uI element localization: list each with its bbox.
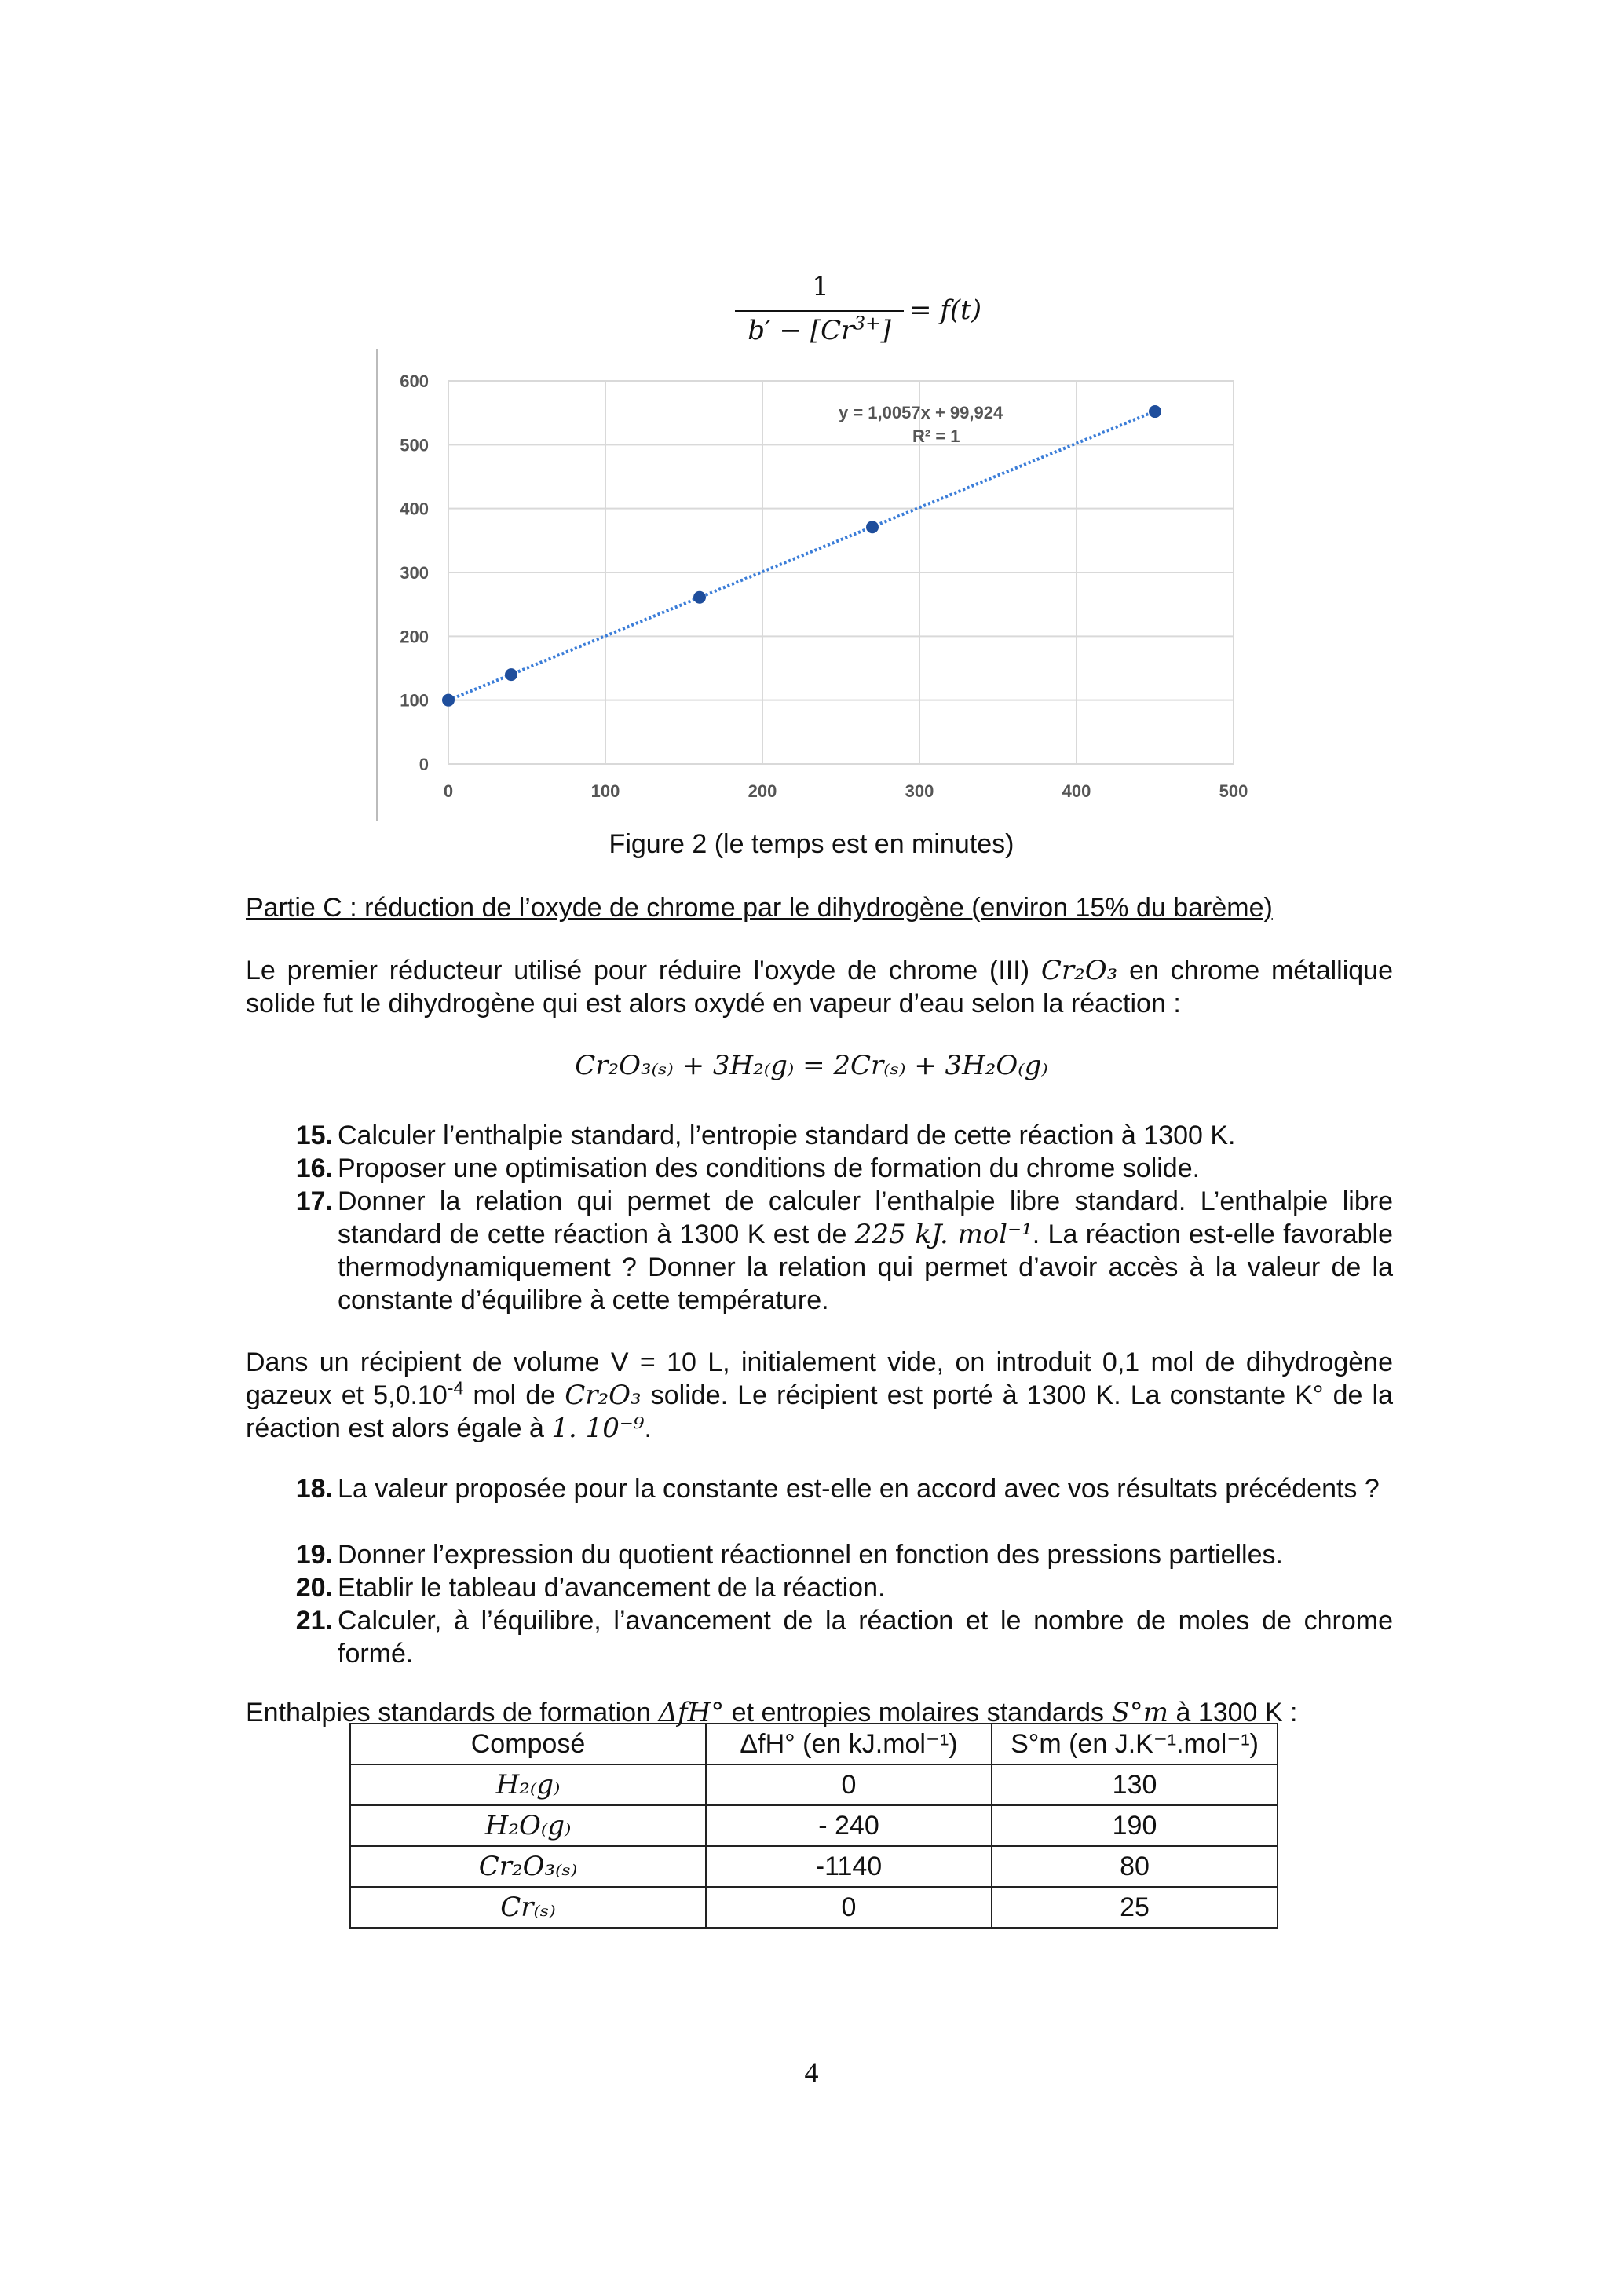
table-cell-compound: H₂₍g₎ bbox=[350, 1764, 706, 1805]
table-row bbox=[350, 1805, 1278, 1846]
table-cell: 80 bbox=[992, 1846, 1278, 1887]
table-cell-compound: Cr₂O₃₍ₛ₎ bbox=[350, 1846, 706, 1887]
x-tick-labels bbox=[444, 781, 1248, 801]
y-tick-label: 400 bbox=[400, 499, 429, 519]
experiment-paragraph: Dans un récipient de volume V = 10 L, initialement vide, on introduit 0,1 mol de dihydrogène gazeux et $5,0.10^{-4}$ mol de Cr₂O₃ solide. Le récipient est porté à 1300 K. La constante K° de la réaction est alors égale à 1. 10⁻⁹. bbox=[246, 1347, 1394, 1444]
table-header-row bbox=[350, 1724, 1278, 1764]
table-row bbox=[350, 1764, 1278, 1805]
table-cell-compound: Cr₍ₛ₎ bbox=[350, 1887, 706, 1928]
question-21: 21. Calculer, à l’équilibre, l’avancement de la réaction et le nombre de moles de chrome formé. bbox=[295, 1606, 1393, 1669]
thermo-data-table bbox=[349, 1723, 1278, 1929]
data-point bbox=[693, 591, 706, 604]
table-cell: 25 bbox=[992, 1887, 1278, 1928]
table-intro: Enthalpies standards de formation ΔfH° et entropies molaires standards S°m à 1300 K : bbox=[246, 1697, 1298, 1728]
question-15: 15. Calculer l’enthalpie standard, l’entropie standard de cette réaction à 1300 K. bbox=[295, 1121, 1236, 1150]
y-tick-label: 100 bbox=[400, 690, 429, 711]
figure-caption: Figure 2 (le temps est en minutes) bbox=[609, 829, 1014, 859]
table-row bbox=[350, 1887, 1278, 1928]
header-formula bbox=[730, 271, 989, 357]
x-tick-label: 400 bbox=[1062, 781, 1091, 801]
y-tick-label: 0 bbox=[419, 755, 429, 774]
x-tick-label: 0 bbox=[443, 781, 454, 801]
formula-rhs: = f(t) bbox=[909, 294, 982, 326]
table-cell: 190 bbox=[992, 1805, 1278, 1846]
data-point bbox=[505, 668, 517, 681]
formula-numerator: 1 bbox=[812, 271, 829, 302]
data-point bbox=[1149, 405, 1161, 418]
formula-denominator: $b' - [Cr^{3+}]$ bbox=[748, 313, 891, 346]
table-cell: - 240 bbox=[706, 1805, 992, 1846]
reaction-equation: Cr₂O₃₍ₛ₎ + 3H₂₍g₎ = 2Cr₍ₛ₎ + 3H₂O₍g₎ bbox=[575, 1050, 1048, 1081]
trendline bbox=[448, 411, 1155, 700]
x-tick-label: 300 bbox=[905, 781, 934, 801]
table-row bbox=[350, 1846, 1278, 1887]
chart-grid bbox=[448, 381, 1234, 764]
y-tick-label: 500 bbox=[400, 435, 429, 455]
table-cell-compound: H₂O₍g₎ bbox=[350, 1805, 706, 1846]
trendline-r2: R² = 1 bbox=[912, 426, 960, 446]
table-cell: 0 bbox=[706, 1887, 992, 1928]
x-tick-label: 200 bbox=[748, 781, 777, 801]
question-19: 19. Donner l’expression du quotient réactionnel en fonction des pressions partielles. bbox=[295, 1540, 1283, 1570]
y-tick-labels bbox=[400, 371, 429, 774]
y-tick-label: 200 bbox=[400, 627, 429, 647]
table-header-cell: S°m (en J.K⁻¹.mol⁻¹) bbox=[992, 1724, 1278, 1764]
y-tick-label: 600 bbox=[400, 371, 429, 391]
scatter-chart bbox=[375, 349, 1253, 821]
formula-fraction-bar bbox=[735, 310, 904, 312]
intro-paragraph bbox=[246, 954, 1393, 1020]
table-header-cell: Composé bbox=[350, 1724, 706, 1764]
table-cell: -1140 bbox=[706, 1846, 992, 1887]
question-20: 20. Etablir le tableau d’avancement de la réaction. bbox=[295, 1573, 886, 1603]
trendline-equation: y = 1,0057x + 99,924 bbox=[839, 403, 1003, 422]
x-tick-label: 100 bbox=[590, 781, 620, 801]
part-title: Partie C : réduction de l’oxyde de chrome par le dihydrogène (environ 15% du barème) bbox=[246, 893, 1273, 923]
question-16: 16. Proposer une optimisation des conditions de formation du chrome solide. bbox=[295, 1153, 1201, 1183]
y-tick-label: 300 bbox=[400, 563, 429, 583]
intro-line-1: Le premier réducteur utilisé pour réduire l'oxyde de chrome (III) Cr₂O₃ en chrome métallique bbox=[246, 955, 1393, 986]
table-cell: 130 bbox=[992, 1764, 1278, 1805]
data-point bbox=[442, 694, 455, 707]
intro-line-2: solide fut le dihydrogène qui est alors oxydé en vapeur d’eau selon la réaction : bbox=[246, 989, 1181, 1018]
table-header-cell: ΔfH° (en kJ.mol⁻¹) bbox=[706, 1724, 992, 1764]
question-18: 18. La valeur proposée pour la constante est-elle en accord avec vos résultats précédents ? bbox=[295, 1474, 1380, 1504]
page-number: 4 bbox=[804, 2057, 819, 2088]
trendline-group bbox=[448, 411, 1155, 700]
table-cell: 0 bbox=[706, 1764, 992, 1805]
x-tick-label: 500 bbox=[1219, 781, 1248, 801]
data-point bbox=[866, 521, 879, 533]
question-17: 17. Donner la relation qui permet de calculer l’enthalpie libre standard. L’enthalpie libre standard de cette réaction à 1300 K est de 225 kJ. mol⁻¹. La réaction est-elle favorable thermodynamiquement ? Donner la relation qui permet d’avoir accès à la valeur de la constante d’équilibre à cette température. bbox=[295, 1186, 1393, 1315]
